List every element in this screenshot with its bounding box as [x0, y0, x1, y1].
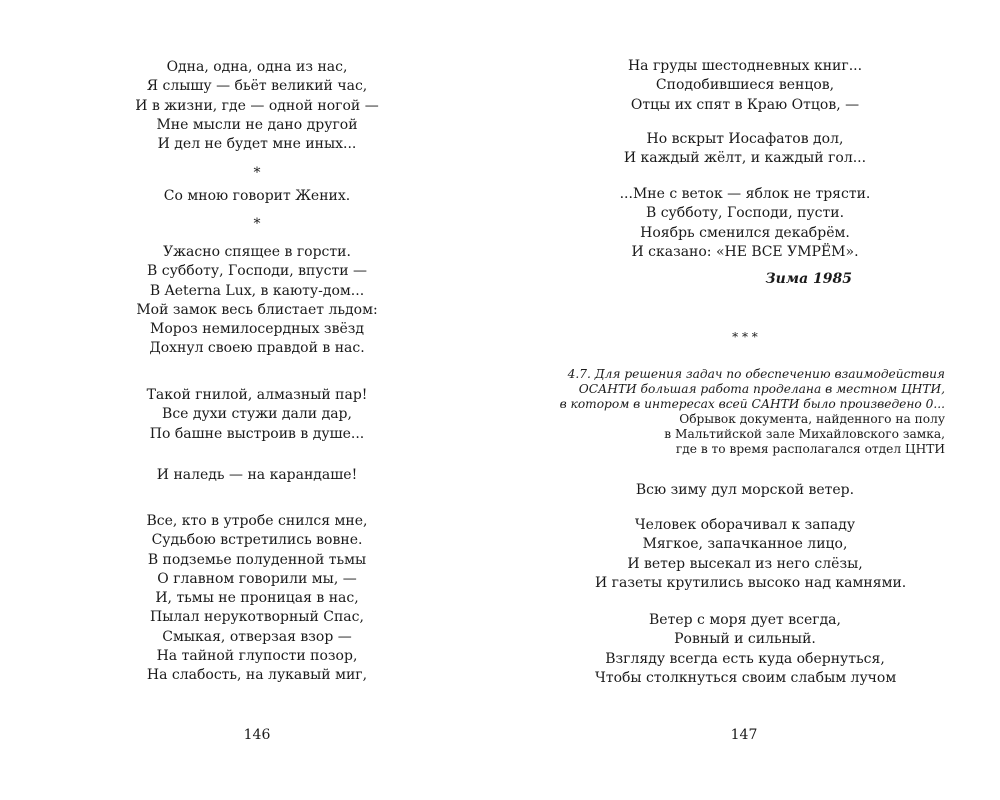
verse-line: Мороз немилосердных звёзд [150, 321, 364, 338]
verse-line: ОСАНТИ большая работа проделана в местном ЦНТИ, [578, 382, 945, 396]
verse-line: Такой гнилой, алмазный пар! [146, 387, 368, 403]
verse-line: Мне мысли не дано другой [156, 116, 358, 133]
verse-line: в Мальтийской зале Михайловского замка, [664, 427, 945, 441]
verse-line: И, тьмы не проницая в нас, [155, 590, 359, 607]
verse-line: Все духи стужи дали дар, [162, 406, 352, 423]
verse-line: в котором в интересах всей САНТИ было произведено 0... [559, 397, 945, 411]
verse-line: И ветер высекал из него слёзы, [627, 555, 863, 572]
stanza [107, 187, 407, 206]
verse-line: Ровный и сильный. [674, 631, 816, 648]
epigraph [560, 367, 945, 457]
verse-line: Но вскрыт Иосафатов дол, [646, 131, 844, 147]
verse-line: Смыкая, отверзая взор — [162, 628, 352, 645]
verse-line: Мой замок весь блистает льдом: [136, 301, 378, 318]
verse-line: Взгляду всегда есть куда обернуться, [605, 650, 885, 667]
verse-line: ...Мне с веток — яблок не трясти. [619, 186, 871, 202]
verse-line: Обрывок документа, найденного на полу [679, 412, 945, 426]
page-number: 146 [243, 727, 271, 743]
verse-line: Мягкое, запачканное лицо, [642, 536, 848, 553]
poem-date: Зима 1985 [765, 271, 852, 287]
asterism [107, 215, 407, 234]
stanza [595, 611, 895, 688]
verse-line: В субботу, Господи, пусти. [645, 205, 845, 222]
stanza [107, 466, 407, 485]
stanza [107, 58, 407, 154]
asterism [107, 164, 407, 183]
page-number: 147 [730, 727, 758, 743]
verse-line: На слабость, на лукавый миг, [146, 667, 368, 684]
verse-line: По башне выстроив в душе... [149, 425, 365, 442]
verse-line: Судьбою встретились вовне. [151, 532, 363, 549]
epigraph-quote [560, 367, 945, 412]
stanza [107, 243, 407, 359]
stanza [595, 57, 895, 115]
verse-line: И в жизни, где — одной ногой — [135, 97, 379, 114]
epigraph-source [560, 412, 945, 457]
verse-line: В подземье полуденной тьмы [147, 551, 367, 568]
verse-line: Ноябрь сменился декабрём. [640, 224, 850, 241]
verse-line: В Aeterna Lux, в каюту-дом... [149, 282, 365, 299]
verse-line: Все, кто в утробе снился мне, [146, 513, 368, 529]
verse-line: 4.7. Для решения задач по обеспечению взаимодействия [567, 367, 945, 381]
verse-line: * [253, 216, 261, 232]
verse-line: Сподобившиеся венцов, [655, 77, 835, 94]
verse-line: где в то время располагался отдел ЦНТИ [675, 442, 945, 456]
stanza [107, 386, 407, 444]
verse-line: * [253, 165, 261, 181]
verse-line: О главном говорили мы, — [157, 570, 357, 587]
verse-line: Одна, одна, одна из нас, [166, 59, 348, 75]
verse-line: Чтобы столкнуться своим слабым лучом [595, 669, 897, 686]
verse-line: На груды шестодневных книг... [627, 58, 863, 74]
verse-line: В субботу, Господи, впусти — [147, 263, 367, 280]
verse-line: Я слышу — бьёт великий час, [146, 78, 368, 95]
stanza [595, 130, 895, 169]
verse-line: И каждый жёлт, и каждый гол... [623, 150, 867, 167]
stanza [107, 512, 407, 686]
stanza [595, 185, 895, 262]
verse-line: Человек оборачивал к западу [634, 517, 856, 533]
verse-line: Ужасно спящее в горсти. [163, 244, 351, 260]
verse-line: И сказано: «НЕ ВСЕ УМРЁМ». [631, 243, 859, 260]
verse-line: И газеты крутились высоко над камнями. [595, 574, 907, 591]
verse-line: Пылал нерукотворный Спас, [150, 609, 364, 626]
verse-line: Ветер с моря дует всегда, [649, 612, 841, 628]
verse-line: И дел не будет мне иных... [157, 136, 357, 153]
verse-line: Со мною говорит Жених. [163, 188, 351, 204]
stanza [595, 516, 907, 593]
section-separator: * * * [732, 330, 758, 344]
verse-line: Всю зиму дул морской ветер. [635, 482, 855, 498]
verse-line: Отцы их спят в Краю Отцов, — [630, 96, 860, 113]
verse-line: И наледь — на карандаше! [156, 467, 358, 483]
verse-line: Дохнул своею правдой в нас. [149, 340, 365, 357]
stanza [595, 481, 895, 500]
verse-line: На тайной глупости позор, [156, 648, 358, 665]
